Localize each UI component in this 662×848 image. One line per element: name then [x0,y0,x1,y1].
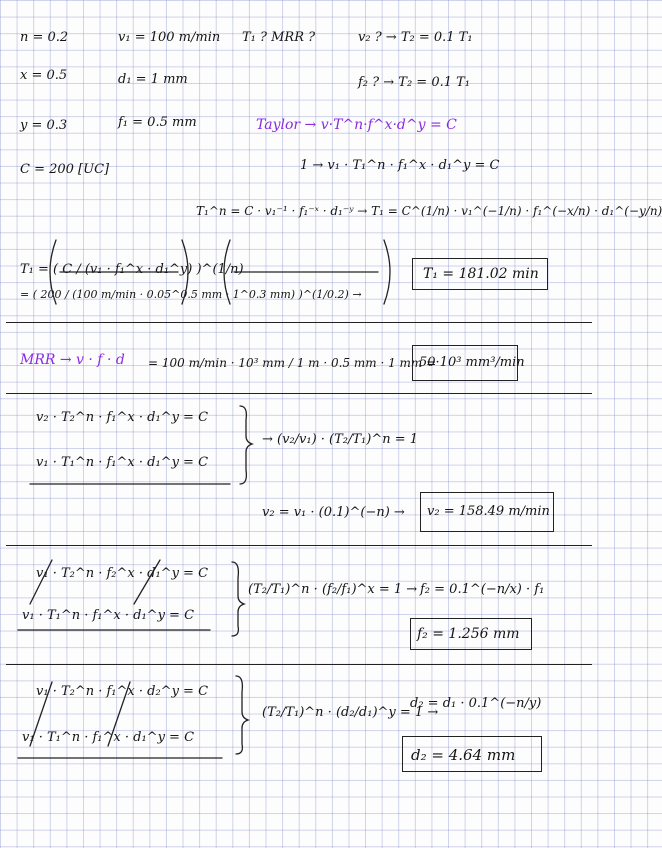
v2-equation-1: v₂ · T₂^n · f₁^x · d₁^y = C [36,410,209,425]
question-t1-mrr: T₁ ? MRR ? [242,30,316,45]
brace-f2 [232,562,244,636]
d2-equation-2: v₁ · T₁^n · f₁^x · d₁^y = C [22,730,195,745]
f2-ratio: (T₂/T₁)^n · (f₂/f₁)^x = 1 → [248,582,418,597]
f2-equation-1: v₁ · T₂^n · f₂^x · d₁^y = C [36,566,209,581]
brace-d2 [236,676,248,754]
f2-solve: f₂ = 0.1^(−n/x) · f₁ [420,582,545,597]
d2-cancel-2 [108,682,130,746]
mrr-result: 50·10³ mm³/min [419,355,525,370]
paren-right-1 [182,240,188,304]
question-v2: v₂ ? → T₂ = 0.1 T₁ [358,30,473,45]
param-c: C = 200 [UC] [20,162,110,177]
taylor-step-2: T₁^n = C · v₁⁻¹ · f₁⁻ˣ · d₁⁻ʸ → T₁ = C^(1/n) · v₁^(−1/n) · f₁^(−x/n) · d₁^(−y/n) [196,204,662,218]
v2-ratio: → (v₂/v₁) · (T₂/T₁)^n = 1 [262,432,419,447]
param-n: n = 0.2 [20,30,69,45]
param-f1: f₁ = 0.5 mm [118,115,197,130]
v2-equation-2: v₁ · T₁^n · f₁^x · d₁^y = C [36,455,209,470]
question-f2: f₂ ? → T₂ = 0.1 T₁ [358,75,471,90]
d2-ratio: (T₂/T₁)^n · (d₂/d₁)^y = 1 → [262,705,439,720]
d2-result: d₂ = 4.64 mm [411,746,516,764]
paren-left-1 [50,240,56,304]
t1-formula: T₁ = ( C / (v₁ · f₁^x · d₁^y) )^(1/n) [20,262,244,277]
paren-left-2 [224,240,230,304]
param-v1: v₁ = 100 m/min [118,30,221,45]
v2-result: v₂ = 158.49 m/min [427,504,550,519]
d2-equation-1: v₁ · T₂^n · f₁^x · d₂^y = C [36,684,209,699]
f2-cancel-1 [30,560,52,604]
param-d1: d₁ = 1 mm [118,72,188,87]
param-y: y = 0.3 [20,118,68,133]
t1-result: T₁ = 181.02 min [423,266,539,282]
taylor-equation: Taylor → v·T^n·f^x·d^y = C [256,117,457,133]
f2-result: f₂ = 1.256 mm [417,626,520,642]
f2-cancel-2 [134,560,160,604]
mrr-formula: MRR → v · f · d [20,352,125,368]
d2-solve: d₂ = d₁ · 0.1^(−n/y) [410,696,542,711]
mrr-calculation: = 100 m/min · 10³ mm / 1 m · 0.5 mm · 1 mm = [148,356,437,370]
brace-v2 [240,406,252,484]
v2-solve: v₂ = v₁ · (0.1)^(−n) → [262,505,405,520]
param-x: x = 0.5 [20,68,68,83]
d2-cancel-1 [30,682,52,746]
f2-equation-2: v₁ · T₁^n · f₁^x · d₁^y = C [22,608,195,623]
taylor-step-1: 1 → v₁ · T₁^n · f₁^x · d₁^y = C [300,158,500,173]
paren-right-2 [384,240,390,304]
t1-substitution: = ( 200 / (100 m/min · 0.05^0.5 mm · 1^0.3 mm) )^(1/0.2) → [20,288,362,301]
